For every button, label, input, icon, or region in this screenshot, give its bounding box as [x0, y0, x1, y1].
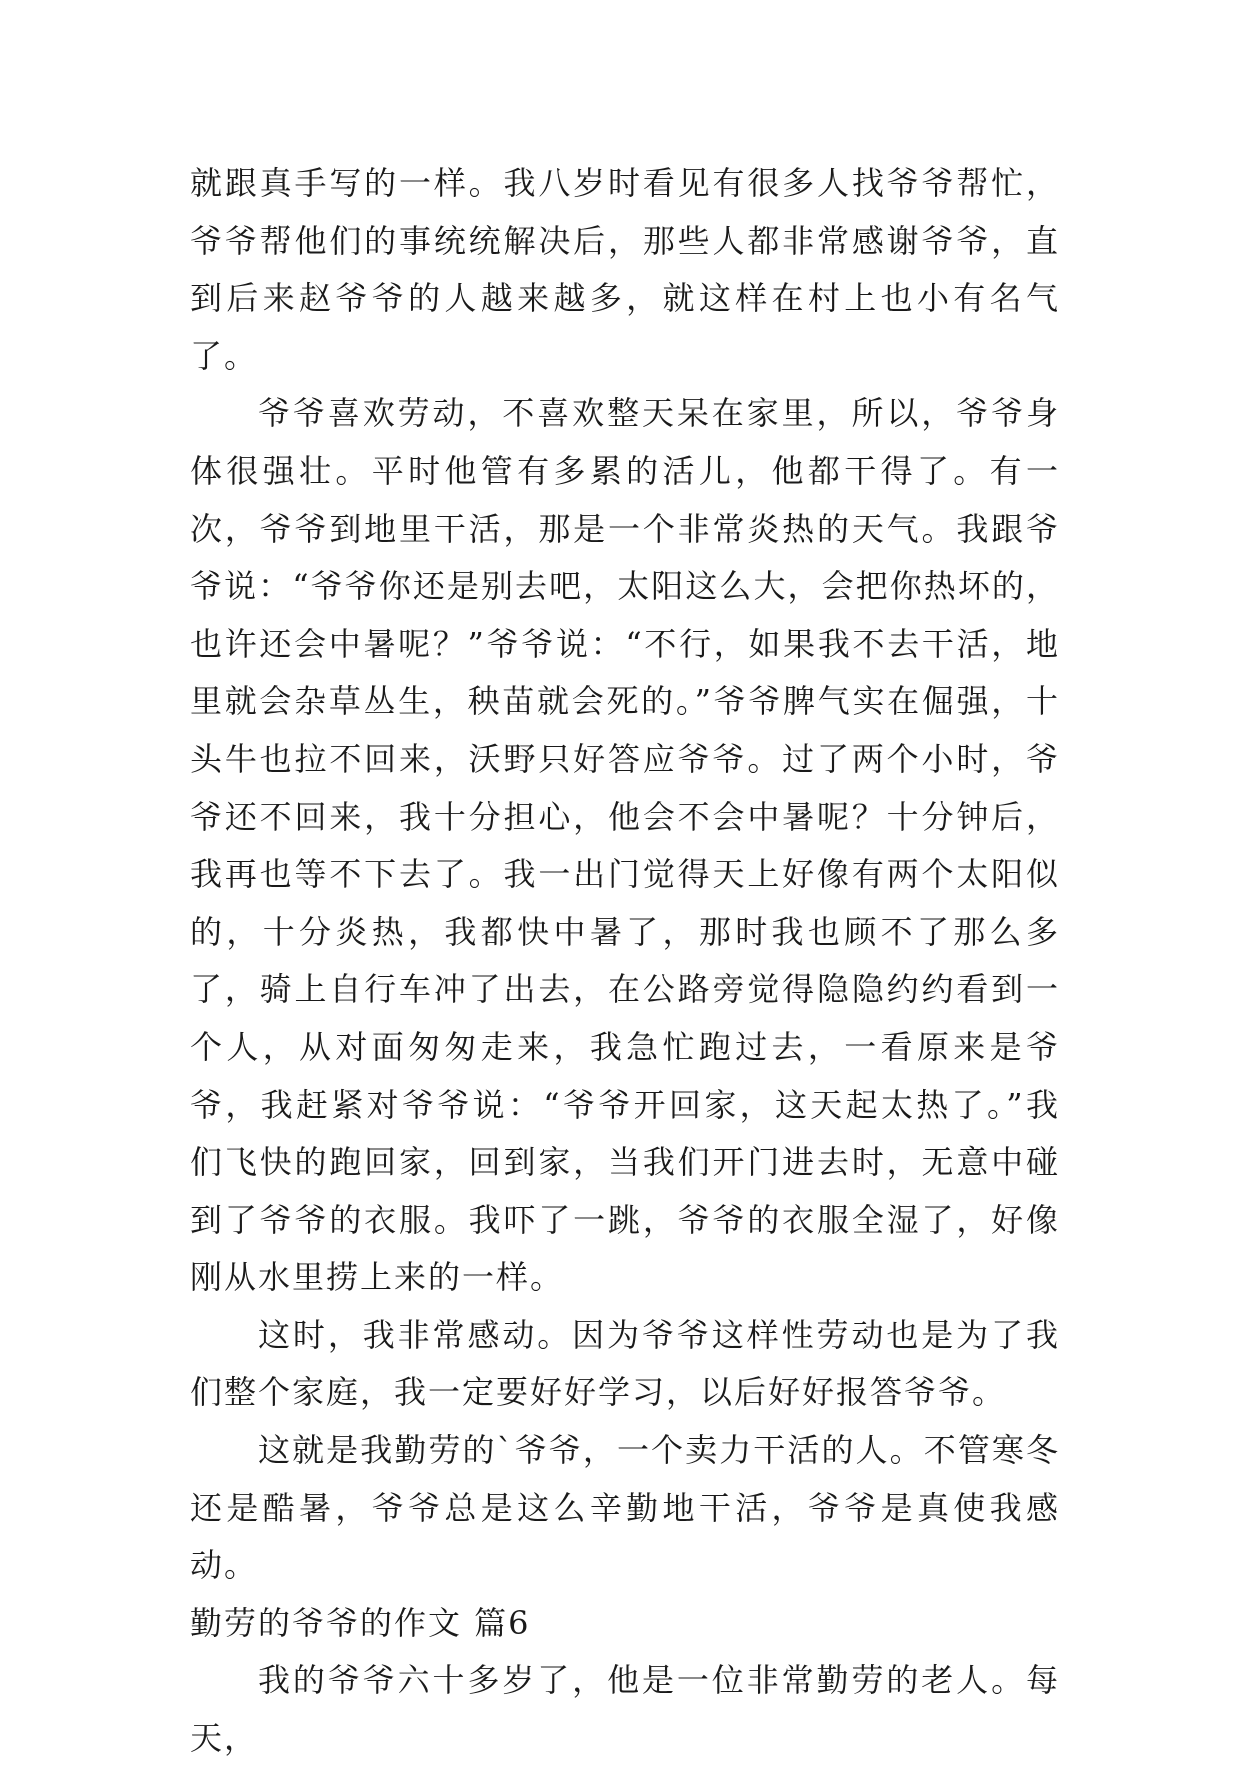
paragraph-2: 爷爷喜欢劳动，不喜欢整天呆在家里，所以，爷爷身体很强壮。平时他管有多累的活儿，他都干得了。有一次，爷爷到地里干活，那是一个非常炎热的天气。我跟爷爷说：“爷爷你还是别去吧，太阳这么大，会把你热坏的，也许还会中暑呢？”爷爷说：“不行，如果我不去干活，地里就会杂草丛生，秧苗就会死的。”爷爷脾气实在倔强，十头牛也拉不回来，沃野只好答应爷爷。过了两个小时，爷爷还不回来，我十分担心，他会不会中暑呢？十分钟后，我再也等不下去了。我一出门觉得天上好像有两个太阳似的，十分炎热，我都快中暑了，那时我也顾不了那么多了，骑上自行车冲了出去，在公路旁觉得隐隐约约看到一个人，从对面匆匆走来，我急忙跑过去，一看原来是爷爷，我赶紧对爷爷说：“爷爷开回家，这天起太热了。”我们飞快的跑回家，回到家，当我们开门进去时，无意中碰到了爷爷的衣服。我吓了一跳，爷爷的衣服全湿了，好像刚从水里捞上来的一样。 — [190, 394, 1060, 1297]
section-heading: 勤劳的爷爷的作文 篇6 — [190, 1603, 531, 1642]
paragraph-1: 就跟真手写的一样。我八岁时看见有很多人找爷爷帮忙，爷爷帮他们的事统统解决后，那些人都非常感谢爷爷，直到后来赵爷爷的人越来越多，就这样在村上也小有名气了。 — [190, 164, 1060, 375]
paragraph-3: 这时，我非常感动。因为爷爷这样性劳动也是为了我们整个家庭，我一定要好好学习，以后好好报答爷爷。 — [190, 1315, 1060, 1412]
paragraph-5: 我的爷爷六十多岁了，他是一位非常勤劳的老人。每天， — [190, 1661, 1060, 1758]
document-body — [190, 155, 1060, 1768]
paragraph-4: 这就是我勤劳的`爷爷，一个卖力干活的人。不管寒冬还是酷暑，爷爷总是这么辛勤地干活，爷爷是真使我感动。 — [190, 1431, 1060, 1585]
